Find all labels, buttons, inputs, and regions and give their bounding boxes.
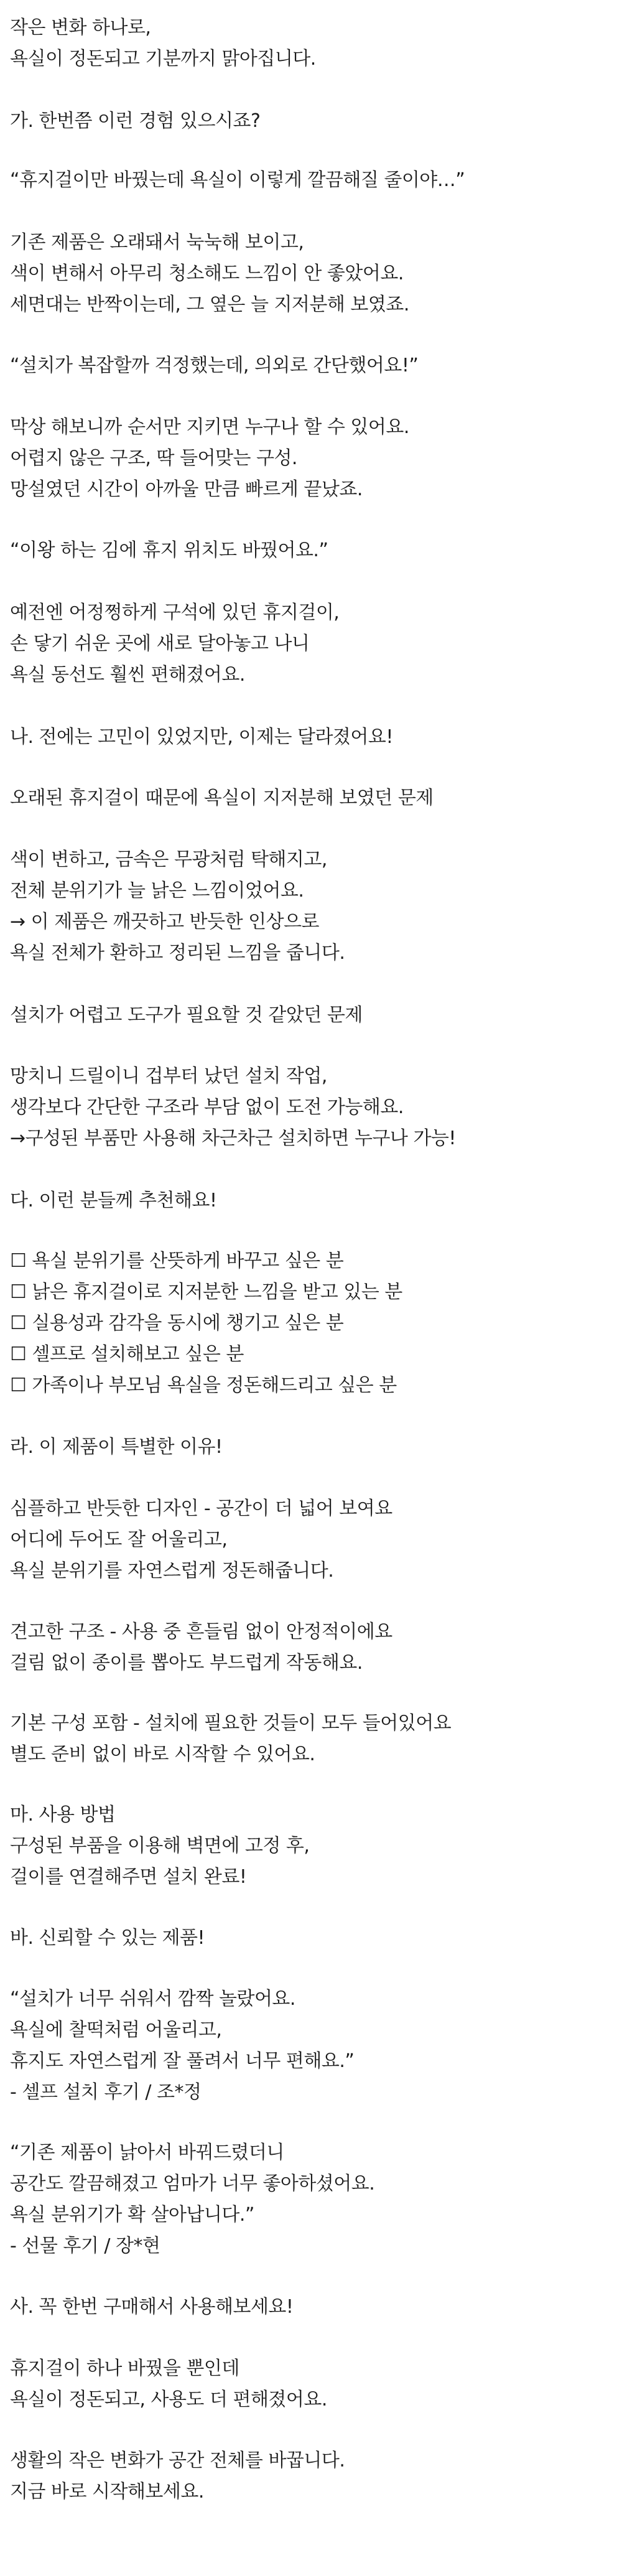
text-line: 어렵지 않은 구조, 딱 들어맞는 구성. xyxy=(10,447,297,469)
text-line: 욕실이 정돈되고, 사용도 더 편해졌어요. xyxy=(10,2389,327,2410)
text-line: 막상 해보니까 순서만 지키면 누구나 할 수 있어요. xyxy=(10,416,409,438)
text-line: 심플하고 반듯한 디자인 - 공간이 더 넓어 보여요 xyxy=(10,1498,392,1519)
text-line: 다. 이런 분들께 추천해요! xyxy=(10,1190,217,1211)
text-line: 예전엔 어정쩡하게 구석에 있던 휴지걸이, xyxy=(10,602,340,623)
text-line: → 이 제품은 깨끗하고 반듯한 인상으로 xyxy=(10,911,320,933)
text-line: 사. 꼭 한번 구매해서 사용해보세요! xyxy=(10,2296,294,2318)
text-line: “설치가 복잡할까 걱정했는데, 의외로 간단했어요!” xyxy=(10,355,419,376)
text-line: 오래된 휴지걸이 때문에 욕실이 지저분해 보였던 문제 xyxy=(10,787,434,809)
text-line: “휴지걸이만 바꿨는데 욕실이 이렇게 깔끔해질 줄이야…” xyxy=(10,169,465,191)
text-line: “기존 제품이 낡아서 바꿔드렸더니 xyxy=(10,2142,284,2163)
text-line: 망치니 드릴이니 겁부터 났던 설치 작업, xyxy=(10,1065,327,1087)
text-line: ☐ 셀프로 설치해보고 싶은 분 xyxy=(10,1343,244,1365)
text-line: - 셀프 설치 후기 / 조*정 xyxy=(10,2081,202,2103)
text-line: 구성된 부품을 이용해 벽면에 고정 후, xyxy=(10,1835,310,1857)
text-line: 바. 신뢰할 수 있는 제품! xyxy=(10,1927,205,1949)
text-line: 기본 구성 포함 - 설치에 필요한 것들이 모두 들어있어요 xyxy=(10,1712,452,1734)
text-line: 욕실 동선도 훨씬 편해졌어요. xyxy=(10,664,245,686)
text-line: 세면대는 반짝이는데, 그 옆은 늘 지저분해 보였죠. xyxy=(10,294,409,315)
text-line: 가. 한번쯤 이런 경험 있으시죠? xyxy=(10,110,261,132)
text-line: 작은 변화 하나로, xyxy=(10,17,151,39)
text-line: 욕실에 찰떡처럼 어울리고, xyxy=(10,2019,222,2041)
text-line: 마. 사용 방법 xyxy=(10,1804,116,1826)
text-line: 생각보다 간단한 구조라 부담 없이 도전 가능해요. xyxy=(10,1096,404,1118)
text-line: 욕실이 정돈되고 기분까지 맑아집니다. xyxy=(10,48,316,70)
text-line: ☐ 욕실 분위기를 산뜻하게 바꾸고 싶은 분 xyxy=(10,1250,344,1272)
text-line: 색이 변해서 아무리 청소해도 느낌이 안 좋았어요. xyxy=(10,263,404,284)
text-line: ☐ 낡은 휴지걸이로 지저분한 느낌을 받고 있는 분 xyxy=(10,1281,402,1303)
text-line: 욕실 분위기가 확 살아납니다.” xyxy=(10,2204,254,2226)
text-line: →구성된 부품만 사용해 차근차근 설치하면 누구나 가능! xyxy=(10,1127,456,1149)
text-line: 전체 분위기가 늘 낡은 느낌이었어요. xyxy=(10,880,304,902)
text-line: 망설였던 시간이 아까울 만큼 빠르게 끝났죠. xyxy=(10,478,363,500)
text-line: 기존 제품은 오래돼서 눅눅해 보이고, xyxy=(10,231,304,253)
text-line: 별도 준비 없이 바로 시작할 수 있어요. xyxy=(10,1743,315,1765)
text-line: - 선물 후기 / 장*현 xyxy=(10,2235,160,2257)
text-line: 욕실 전체가 환하고 정리된 느낌을 줍니다. xyxy=(10,942,345,964)
text-line: 공간도 깔끔해졌고 엄마가 너무 좋아하셨어요. xyxy=(10,2173,375,2195)
text-line: ☐ 실용성과 감각을 동시에 챙기고 싶은 분 xyxy=(10,1312,344,1334)
text-line: 라. 이 제품이 특별한 이유! xyxy=(10,1436,223,1458)
text-line: 걸림 없이 종이를 뽑아도 부드럽게 작동해요. xyxy=(10,1652,363,1674)
text-line: 휴지걸이 하나 바꿨을 뿐인데 xyxy=(10,2358,239,2379)
text-line: “설치가 너무 쉬워서 깜짝 놀랐어요. xyxy=(10,1988,295,2010)
text-line: 지금 바로 시작해보세요. xyxy=(10,2481,204,2503)
text-line: 욕실 분위기를 자연스럽게 정돈해줍니다. xyxy=(10,1560,334,1582)
text-line: ☐ 가족이나 부모님 욕실을 정돈해드리고 싶은 분 xyxy=(10,1374,397,1396)
text-line: “이왕 하는 김에 휴지 위치도 바꿨어요.” xyxy=(10,539,328,561)
text-line: 손 닿기 쉬운 곳에 새로 달아놓고 나니 xyxy=(10,633,310,655)
text-line: 어디에 두어도 잘 어울리고, xyxy=(10,1529,228,1551)
text-line: 견고한 구조 - 사용 중 흔들림 없이 안정적이에요 xyxy=(10,1621,392,1643)
text-line: 색이 변하고, 금속은 무광처럼 탁해지고, xyxy=(10,849,327,870)
text-line: 걸이를 연결해주면 설치 완료! xyxy=(10,1866,247,1888)
text-line: 휴지도 자연스럽게 잘 풀려서 너무 편해요.” xyxy=(10,2050,355,2072)
text-line: 나. 전에는 고민이 있었지만, 이제는 달라졌어요! xyxy=(10,726,393,748)
text-line: 설치가 어렵고 도구가 필요할 것 같았던 문제 xyxy=(10,1004,363,1026)
text-line: 생활의 작은 변화가 공간 전체를 바꿉니다. xyxy=(10,2450,345,2471)
